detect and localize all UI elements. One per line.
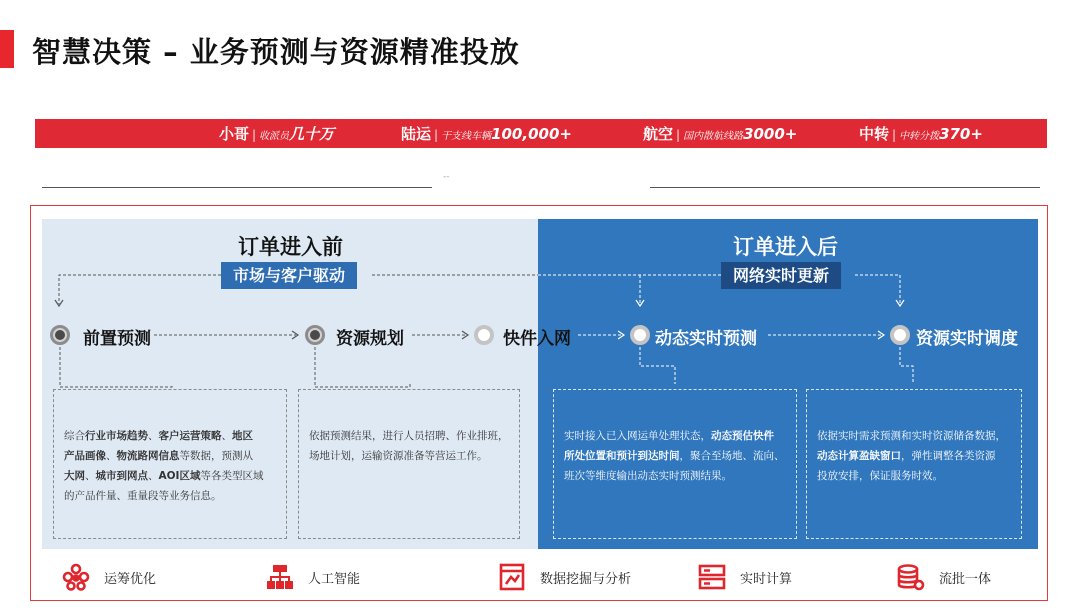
stat-courier: 小哥 | 收派员几十万 [219,125,335,143]
tech-stream-batch [897,562,991,592]
desc-text: ，聚合至场地、流向、 [679,450,785,462]
tech-label: 流批一体 [939,571,992,587]
page-title: 智慧决策 – 业务预测与资源精准投放 [32,35,520,69]
desc-text: 、 [148,430,159,442]
desc-text: 、 [221,430,232,442]
molecule-icon [62,563,90,591]
phase-after-title: 订单进入后 [733,235,838,259]
step-label-planning: 资源规划 [336,329,404,349]
desc-line [309,446,511,466]
connector-planning-desc [315,347,410,387]
connector-forecast-desc [60,347,172,387]
desc-planning [298,389,520,539]
step-label-scheduling: 资源实时调度 [916,329,1018,349]
desc-line [817,426,1013,446]
analysis-icon [498,563,526,591]
desc-line [64,426,278,446]
desc-text-bold: 产品画像 [64,450,106,462]
stat-value: 100,000+ [491,125,572,143]
desc-text: 依据实时需求预测和实时资源储备数据， [817,430,1006,442]
desc-line [564,466,788,486]
desc-text-bold: AOI区域 [158,470,201,482]
desc-text: ，弹性调整各类资源 [901,450,996,462]
desc-line [564,446,788,466]
connector-realtime-desc [640,347,675,384]
stat-desc: 中转分拨 [899,131,940,142]
connector-to-forecast [59,275,221,304]
desc-scheduling [806,389,1022,539]
desc-text: 、 [85,470,96,482]
desc-line [817,466,1013,486]
server-icon [698,563,726,591]
step-node-realtime [630,325,650,345]
tech-realtime-computing [698,562,792,592]
desc-line [817,446,1013,466]
desc-text-bold: 客户运营策略 [158,430,222,442]
step-node-ingest [474,325,494,345]
phase-before-title: 订单进入前 [238,235,343,259]
desc-text: 班次等维度输出动态实时预测结果。 [564,470,732,482]
desc-text: 场地计划，运输资源准备等营运工作。 [309,450,488,462]
desc-text: 、 [148,470,159,482]
desc-text-bold: 动态计算盈缺窗口 [817,450,901,462]
connector-to-scheduling [855,275,900,304]
desc-text-bold: 所处位置和预计到达时间 [564,450,680,462]
stat-desc: 收派员 [259,131,290,142]
desc-text-bold: 城市到网点 [95,470,148,482]
step-label-ingest: 快件入网 [503,329,571,349]
stat-desc: 干支线车辆 [441,131,492,142]
desc-text: 等各类型区域 [200,470,264,482]
step-node-forecast [50,325,70,345]
stat-key: 中转 [859,125,890,143]
tech-label: 实时计算 [740,571,793,587]
stat-key: 小哥 [219,125,250,143]
hierarchy-icon [266,563,294,591]
phase-after-badge: 网络实时更新 [721,262,841,289]
desc-text: 综合 [64,430,85,442]
stat-key: 航空 [643,125,674,143]
desc-text: 投放安排，保证服务时效。 [817,470,943,482]
stat-value: 370+ [939,125,983,143]
step-label-realtime: 动态实时预测 [655,329,757,349]
desc-line [64,486,278,506]
tech-operations-research [62,562,156,592]
desc-text: 等数据，预测从 [179,450,253,462]
desc-text: 、 [106,450,117,462]
stat-air: 航空 | 国内散航线路3000+ [643,125,798,143]
desc-line [564,426,788,446]
tech-data-mining [498,562,631,592]
desc-text-bold: 物流路网信息 [116,450,180,462]
desc-line [309,426,511,446]
desc-line [64,466,278,486]
connector-scheduling-desc [900,347,913,384]
desc-text-bold: 行业市场趋势 [85,430,148,442]
desc-text: 依据预测结果，进行人员招聘、作业排班， [309,430,509,442]
stat-land: 陆运 | 干支线车辆100,000+ [401,125,572,143]
desc-text-bold: 大网 [64,470,85,482]
stat-value: 3000+ [743,125,798,143]
desc-line [64,446,278,466]
divider-mark: -- [443,172,450,182]
step-node-scheduling [890,325,910,345]
stat-value: 几十万 [289,125,335,143]
step-label-forecast: 前置预测 [83,329,151,349]
database-icon [897,563,925,591]
desc-realtime-forecast [553,389,797,539]
stat-transfer: 中转 | 中转分拨370+ [859,125,983,143]
desc-text-bold: 动态预估快件 [711,430,774,442]
desc-text-bold: 地区 [232,430,253,442]
tech-label: 人工智能 [308,571,361,587]
tech-ai [266,562,360,592]
tech-label: 数据挖掘与分析 [540,571,632,587]
stat-key: 陆运 [401,125,432,143]
tech-label: 运筹优化 [104,571,157,587]
desc-forecast [53,389,287,539]
desc-text: 的产品件量、重量段等业务信息。 [64,490,222,502]
stat-desc: 国内散航线路 [683,131,744,142]
desc-text: 实时接入已入网运单处理状态， [564,430,711,442]
step-node-planning [305,325,325,345]
phase-before-badge: 市场与客户驱动 [221,262,357,289]
